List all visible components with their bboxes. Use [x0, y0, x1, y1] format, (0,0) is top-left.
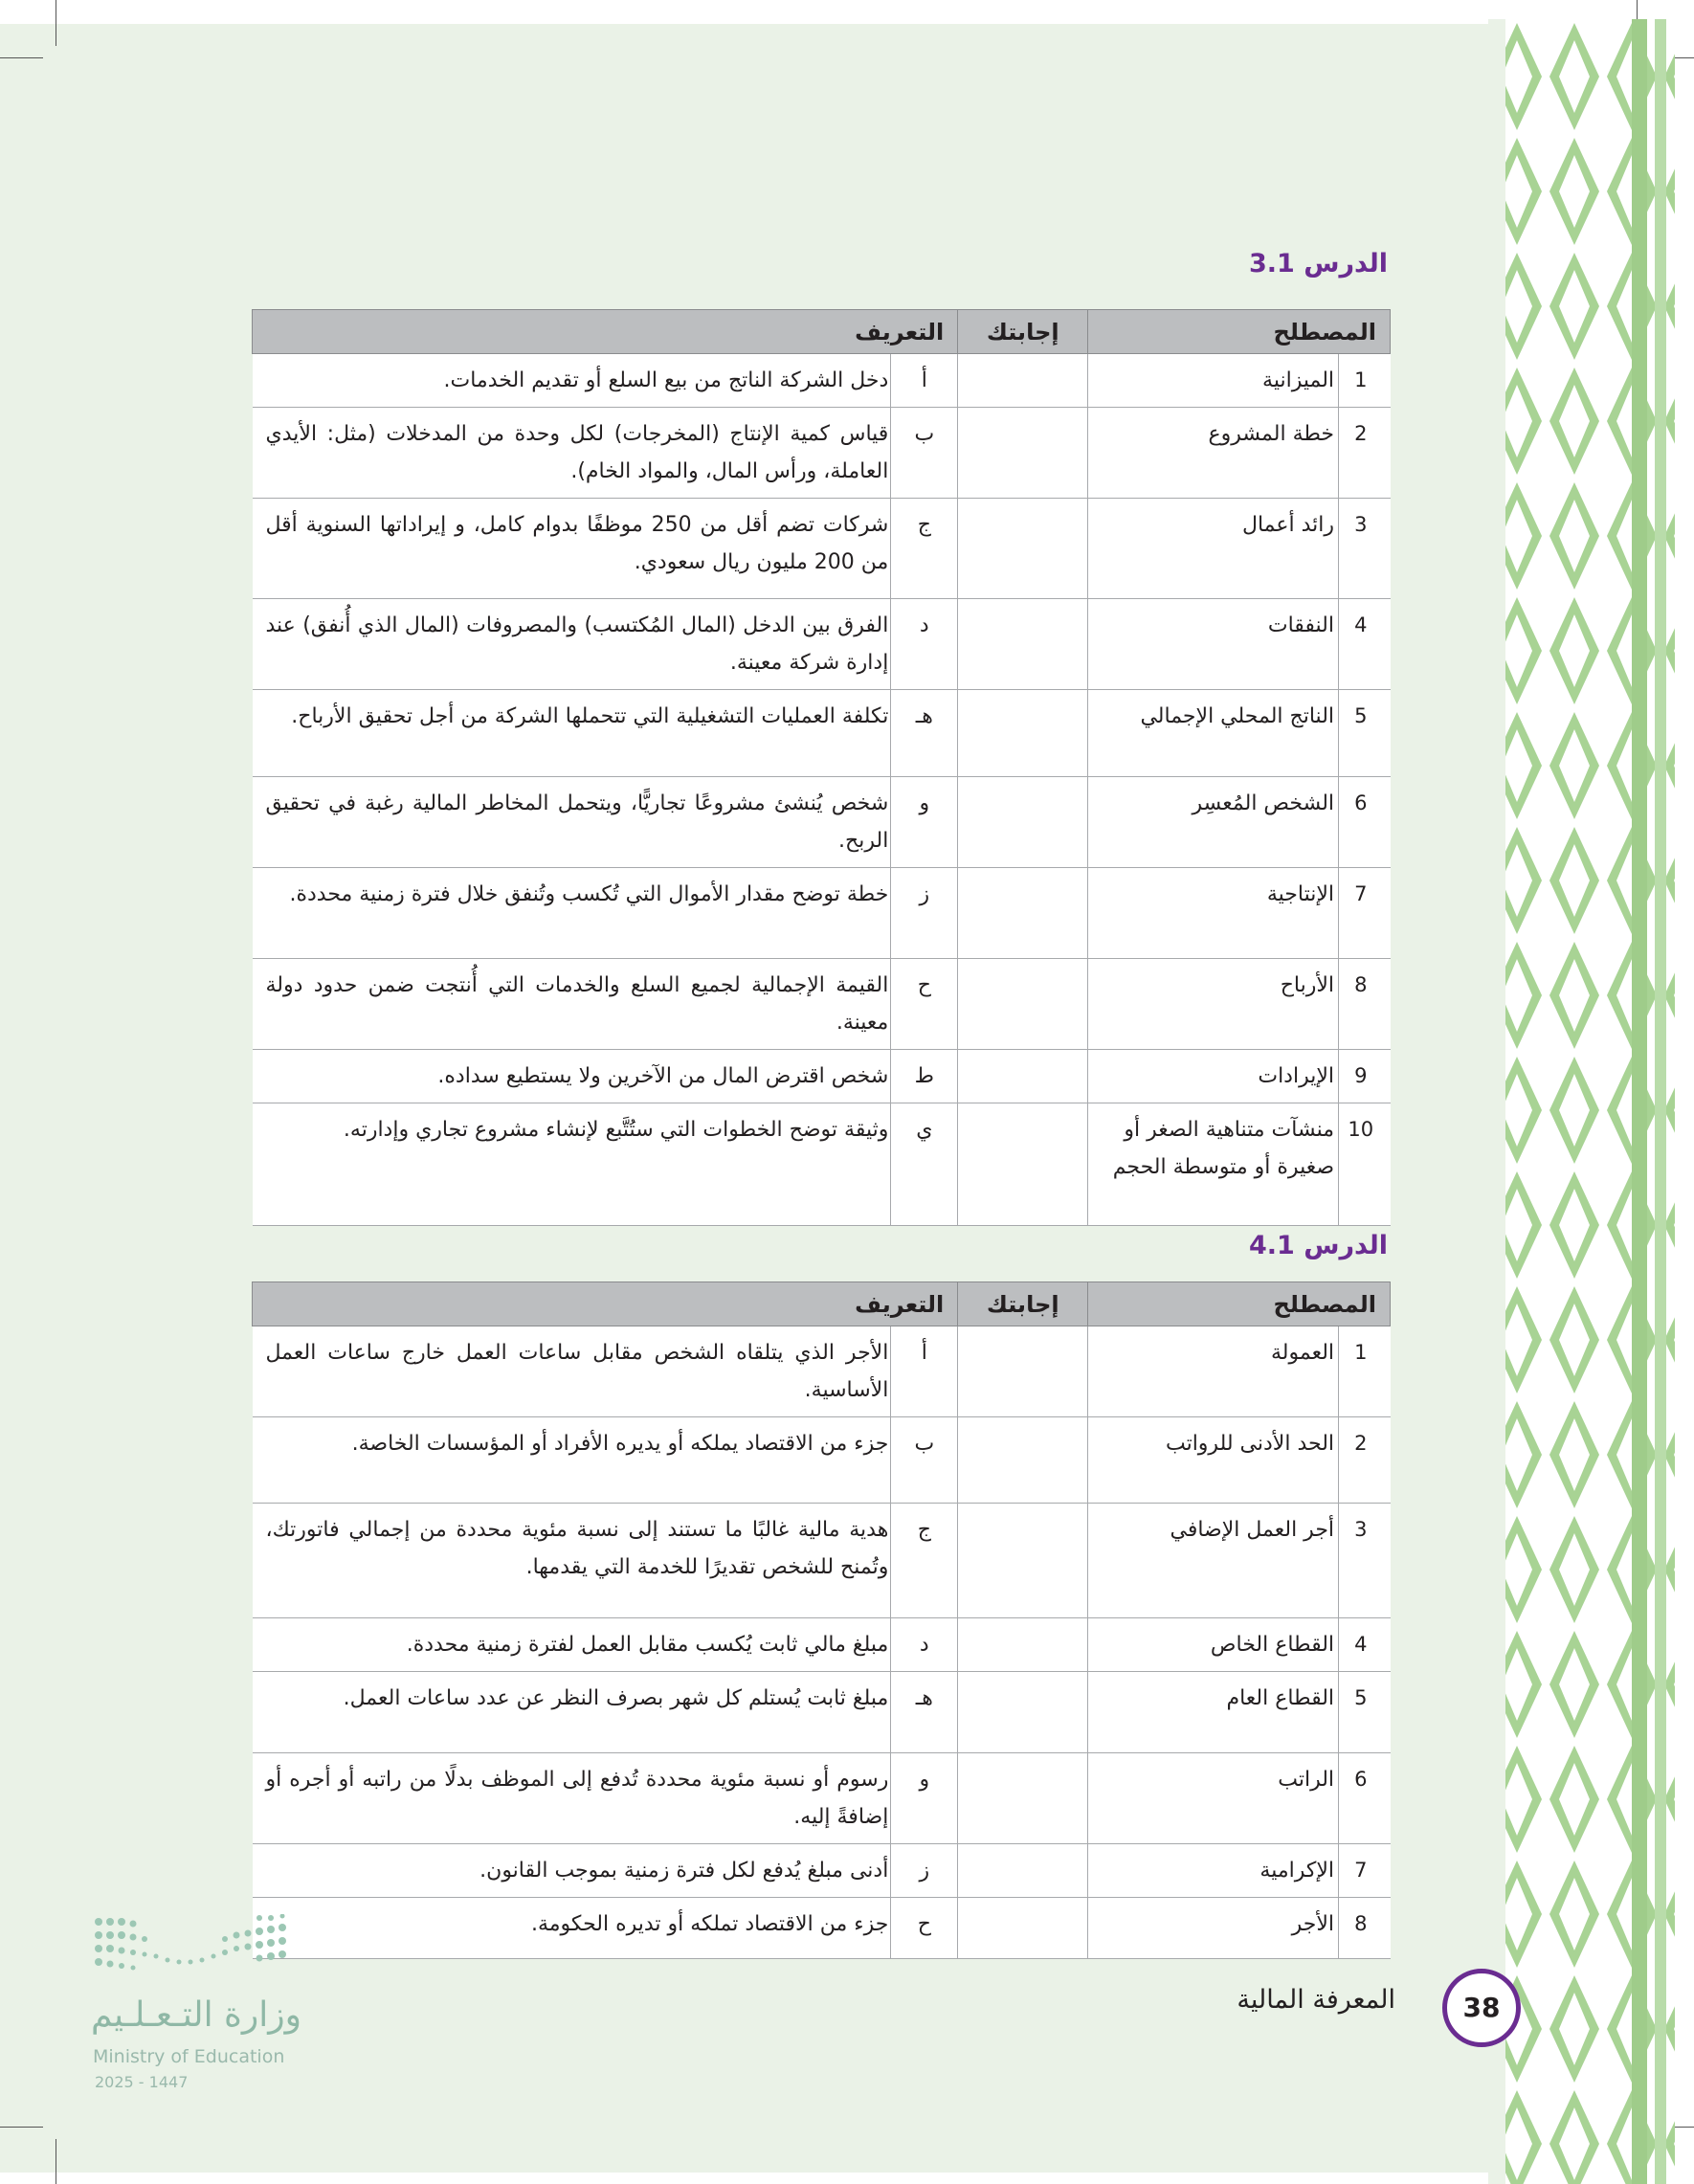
lesson-4-1-table [252, 1281, 1391, 1959]
row-definition: دخل الشركة الناتج من بيع السلع أو تقديم الخدمات. [253, 354, 891, 408]
lesson-3-1-table [252, 309, 1391, 1226]
lesson-number: 3.1 [1248, 249, 1295, 279]
table-row [253, 959, 1391, 1050]
ministry-logo-arabic: وزارة التـعـلـيم [91, 1995, 302, 2035]
header-term: المصطلح [1088, 1282, 1391, 1326]
row-letter: ج [891, 1504, 958, 1618]
header-definition: التعريف [253, 310, 958, 354]
answer-field[interactable] [958, 408, 1088, 499]
row-letter: ج [891, 499, 958, 599]
table-row [253, 1898, 1391, 1959]
row-definition: شخص يُنشئ مشروعًا تجاريًّا، ويتحمل المخاطر المالية رغبة في تحقيق الربح. [253, 777, 891, 868]
row-letter: ح [891, 959, 958, 1050]
row-number: 1 [1339, 354, 1391, 408]
table-row [253, 1753, 1391, 1844]
row-letter: هـ [891, 690, 958, 777]
table-row [253, 777, 1391, 868]
row-number: 10 [1339, 1103, 1391, 1226]
row-number: 8 [1339, 959, 1391, 1050]
row-letter: ز [891, 868, 958, 959]
table-row [253, 599, 1391, 690]
lesson-number: 4.1 [1248, 1231, 1295, 1260]
row-definition: شركات تضم أقل من 250 موظفًا بدوام كامل، و إيراداتها السنوية أقل من 200 مليون ريال سعودي. [253, 499, 891, 599]
lesson-4-1-title [1249, 1231, 1388, 1260]
row-term: الأرباح [1088, 959, 1339, 1050]
answer-field[interactable] [958, 599, 1088, 690]
answer-field[interactable] [958, 1898, 1088, 1959]
row-number: 9 [1339, 1050, 1391, 1103]
lesson-3-1-title [1249, 249, 1388, 279]
table-row [253, 408, 1391, 499]
lesson-label: الدرس [1304, 249, 1388, 279]
row-number: 3 [1339, 499, 1391, 599]
row-letter: أ [891, 354, 958, 408]
row-definition: خطة توضح مقدار الأموال التي تُكسب وتُنفق خلال فترة زمنية محددة. [253, 868, 891, 959]
row-number: 2 [1339, 408, 1391, 499]
table-row [253, 1672, 1391, 1753]
book-title: المعرفة المالية [1237, 1985, 1395, 2015]
row-number: 7 [1339, 868, 1391, 959]
row-letter: ب [891, 408, 958, 499]
table-row [253, 1504, 1391, 1618]
row-letter: د [891, 599, 958, 690]
row-number: 5 [1339, 690, 1391, 777]
header-definition: التعريف [253, 1282, 958, 1326]
row-term: الشخص المُعسِر [1088, 777, 1339, 868]
answer-field[interactable] [958, 1326, 1088, 1417]
row-term: الإنتاجية [1088, 868, 1339, 959]
row-number: 8 [1339, 1898, 1391, 1959]
answer-field[interactable] [958, 354, 1088, 408]
row-letter: ح [891, 1898, 958, 1959]
answer-field[interactable] [958, 1618, 1088, 1672]
row-letter: ب [891, 1417, 958, 1504]
row-term: الناتج المحلي الإجمالي [1088, 690, 1339, 777]
lesson-label: الدرس [1304, 1231, 1388, 1260]
table-row [253, 1417, 1391, 1504]
row-definition: وثيقة توضح الخطوات التي ستُتَّبع لإنشاء مشروع تجاري وإدارته. [253, 1103, 891, 1226]
row-letter: ي [891, 1103, 958, 1226]
row-number: 4 [1339, 1618, 1391, 1672]
header-answer: إجابتك [958, 310, 1088, 354]
row-number: 4 [1339, 599, 1391, 690]
row-number: 5 [1339, 1672, 1391, 1753]
table-row [253, 499, 1391, 599]
row-definition: جزء من الاقتصاد تملكه أو تديره الحكومة. [253, 1898, 891, 1959]
page-number: 38 [1442, 1969, 1521, 2047]
row-letter: و [891, 777, 958, 868]
row-term: الميزانية [1088, 354, 1339, 408]
answer-field[interactable] [958, 1103, 1088, 1226]
table-row [253, 1103, 1391, 1226]
row-definition: الفرق بين الدخل (المال المُكتسب) والمصروفات (المال الذي أُنفق) عند إدارة شركة معينة. [253, 599, 891, 690]
row-number: 6 [1339, 777, 1391, 868]
table-row [253, 1844, 1391, 1898]
row-number: 6 [1339, 1753, 1391, 1844]
row-term: النفقات [1088, 599, 1339, 690]
row-definition: أدنى مبلغ يُدفع لكل فترة زمنية بموجب القانون. [253, 1844, 891, 1898]
ministry-logo-english: Ministry of Education [93, 2046, 285, 2067]
row-letter: هـ [891, 1672, 958, 1753]
table-header-row [253, 1282, 1391, 1326]
header-term: المصطلح [1088, 310, 1391, 354]
row-term: خطة المشروع [1088, 408, 1339, 499]
row-definition: مبلغ مالي ثابت يُكسب مقابل العمل لفترة زمنية محددة. [253, 1618, 891, 1672]
row-term: الحد الأدنى للرواتب [1088, 1417, 1339, 1504]
decorative-pattern-band [1488, 19, 1675, 2184]
row-definition: رسوم أو نسبة مئوية محددة تُدفع إلى الموظف بدلًا من راتبه أو أجره أو إضافةً إليه. [253, 1753, 891, 1844]
row-definition: جزء من الاقتصاد يملكه أو يديره الأفراد أو المؤسسات الخاصة. [253, 1417, 891, 1504]
answer-field[interactable] [958, 499, 1088, 599]
row-definition: مبلغ ثابت يُستلم كل شهر بصرف النظر عن عدد ساعات العمل. [253, 1672, 891, 1753]
answer-field[interactable] [958, 1417, 1088, 1504]
answer-field[interactable] [958, 1753, 1088, 1844]
table-row [253, 868, 1391, 959]
row-number: 3 [1339, 1504, 1391, 1618]
table-header-row [253, 310, 1391, 354]
row-letter: و [891, 1753, 958, 1844]
row-term: القطاع الخاص [1088, 1618, 1339, 1672]
row-definition: شخص اقترض المال من الآخرين ولا يستطيع سداده. [253, 1050, 891, 1103]
row-letter: د [891, 1618, 958, 1672]
table-row [253, 354, 1391, 408]
crop-mark [0, 57, 43, 58]
table-row [253, 1618, 1391, 1672]
row-definition: القيمة الإجمالية لجميع السلع والخدمات التي أُنتجت ضمن حدود دولة معينة. [253, 959, 891, 1050]
row-definition: هدية مالية غالبًا ما تستند إلى نسبة مئوية محددة من إجمالي فاتورتك، وتُمنح للشخص تقديرًا للخدمة التي يقدمها. [253, 1504, 891, 1618]
row-term: الإكرامية [1088, 1844, 1339, 1898]
answer-field[interactable] [958, 959, 1088, 1050]
row-term: القطاع العام [1088, 1672, 1339, 1753]
row-letter: ط [891, 1050, 958, 1103]
answer-field[interactable] [958, 777, 1088, 868]
ministry-logo-year: 2025 - 1447 [95, 2073, 189, 2091]
row-term: العمولة [1088, 1326, 1339, 1417]
row-number: 1 [1339, 1326, 1391, 1417]
row-term: منشآت متناهية الصغر أو صغيرة أو متوسطة الحجم [1088, 1103, 1339, 1226]
answer-field[interactable] [958, 1844, 1088, 1898]
row-term: الإيرادات [1088, 1050, 1339, 1103]
table-row [253, 1050, 1391, 1103]
row-definition: تكلفة العمليات التشغيلية التي تتحملها الشركة من أجل تحقيق الأرباح. [253, 690, 891, 777]
row-letter: أ [891, 1326, 958, 1417]
row-term: الراتب [1088, 1753, 1339, 1844]
ministry-logo-icon [91, 1914, 311, 1991]
row-term: رائد أعمال [1088, 499, 1339, 599]
header-answer: إجابتك [958, 1282, 1088, 1326]
crop-mark [0, 2127, 43, 2128]
answer-field[interactable] [958, 868, 1088, 959]
row-definition: قياس كمية الإنتاج (المخرجات) لكل وحدة من المدخلات (مثل: الأيدي العاملة، ورأس المال، والمواد الخام). [253, 408, 891, 499]
table-row [253, 1326, 1391, 1417]
answer-field[interactable] [958, 690, 1088, 777]
answer-field[interactable] [958, 1504, 1088, 1618]
row-definition: الأجر الذي يتلقاه الشخص مقابل ساعات العمل خارج ساعات العمل الأساسية. [253, 1326, 891, 1417]
row-term: أجر العمل الإضافي [1088, 1504, 1339, 1618]
row-letter: ز [891, 1844, 958, 1898]
row-number: 2 [1339, 1417, 1391, 1504]
table-row [253, 690, 1391, 777]
row-term: الأجر [1088, 1898, 1339, 1959]
answer-field[interactable] [958, 1050, 1088, 1103]
answer-field[interactable] [958, 1672, 1088, 1753]
row-number: 7 [1339, 1844, 1391, 1898]
